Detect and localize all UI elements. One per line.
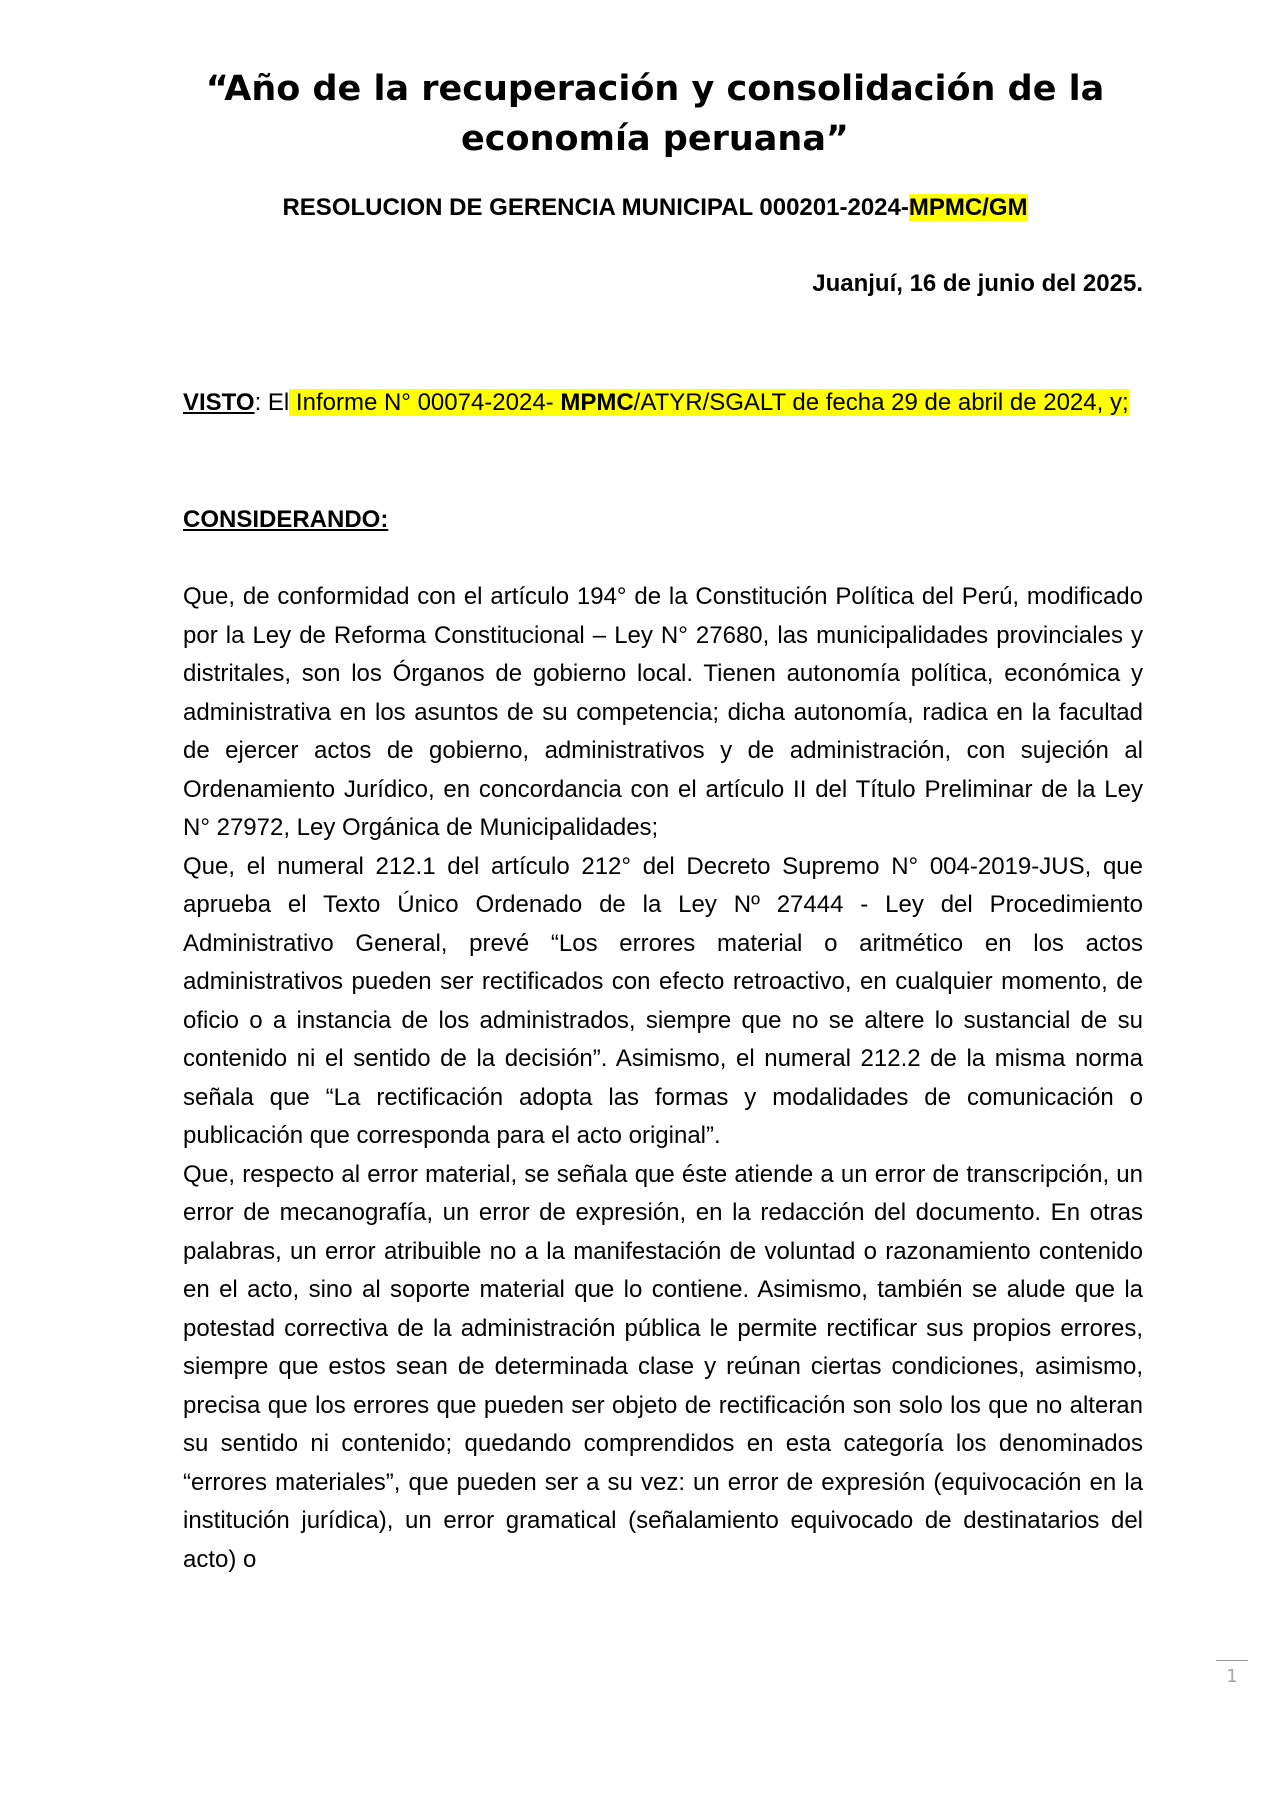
visto-colon: : El [254,389,290,416]
considerando-paragraph: Que, de conformidad con el artículo 194° de la Constitución Política del Perú, modificado por la Ley de Reforma Constitucional – Ley N° 27680, las municipalidades provinciales y distritales, son los Órganos de gobierno local. Tienen autonomía política, económica y administrativa en los asuntos de su competencia; dicha autonomía, radica en la facultad de ejercer actos de gobierno, administrativos y de administración, con sujeción al Ordenamiento Jurídico, en concordancia con el artículo II del Título Preliminar de la Ley N° 27972, Ley Orgánica de Municipalidades; [183,583,1143,841]
visto-reference-part1: Informe N° 00074-2024- [289,389,561,416]
resolution-number-text: RESOLUCION DE GERENCIA MUNICIPAL 000201-2024- [282,194,909,221]
considerando-paragraph: Que, el numeral 212.1 del artículo 212° del Decreto Supremo N° 004-2019-JUS, que aprueba el Texto Único Ordenado de la Ley Nº 27444 - Ley del Procedimiento Administrativo General, prevé “Los errores material o aritmético en los actos administrativos pueden ser rectificados con efecto retroactivo, en cualquier momento, de oficio o a instancia de los administrados, siempre que no se altere lo sustancial de su contenido ni el sentido de la decisión”. Asimismo, el numeral 212.2 de la misma norma señala que “La rectificación adopta las formas y modalidades de comunicación o publicación que corresponda para el acto original”. [183,852,1143,1149]
year-motto-title: “Año de la recuperación y consolidación de la economía peruana” [205,69,1105,159]
visto-reference-bold: MPMC [560,389,634,416]
visto-label: VISTO [183,389,255,416]
considerando-heading: CONSIDERANDO: [183,506,389,533]
page-number-divider [1216,1660,1248,1661]
visto-reference-part2: /ATYR/SGALT de fecha 29 de abril de 2024, y; [633,389,1129,416]
resolution-number-highlight: MPMC/GM [908,194,1028,221]
considerando-paragraph: Que, respecto al error material, se señala que éste atiende a un error de transcripción, un error de mecanografía, un error de expresión, en la redacción del documento. En otras palabras, un error atribuible no a la manifestación de voluntad o razonamiento contenido en el acto, sino al soporte material que lo contiene. Asimismo, también se alude que la potestad correctiva de la administración pública le permite rectificar sus propios errores, siempre que estos sean de determinada clase y reúnan ciertas condiciones, asimismo, precisa que los errores que pueden ser objeto de rectificación son solo los que no alteran su sentido ni contenido; quedando comprendidos en esta categoría los denominados “errores materiales”, que pueden ser a su vez: un error de expresión (equivocación en la institución jurídica), un error gramatical (señalamiento equivocado de destinatarios del acto) o [183,1160,1143,1573]
visto-reference-highlight [289,389,1128,416]
visto-paragraph [183,384,1143,423]
page-number: 1 [1226,1666,1238,1687]
place-date: Juanjuí, 16 de junio del 2025. [812,270,1143,297]
resolution-number [170,192,1140,224]
considerando-body [183,578,1143,1579]
